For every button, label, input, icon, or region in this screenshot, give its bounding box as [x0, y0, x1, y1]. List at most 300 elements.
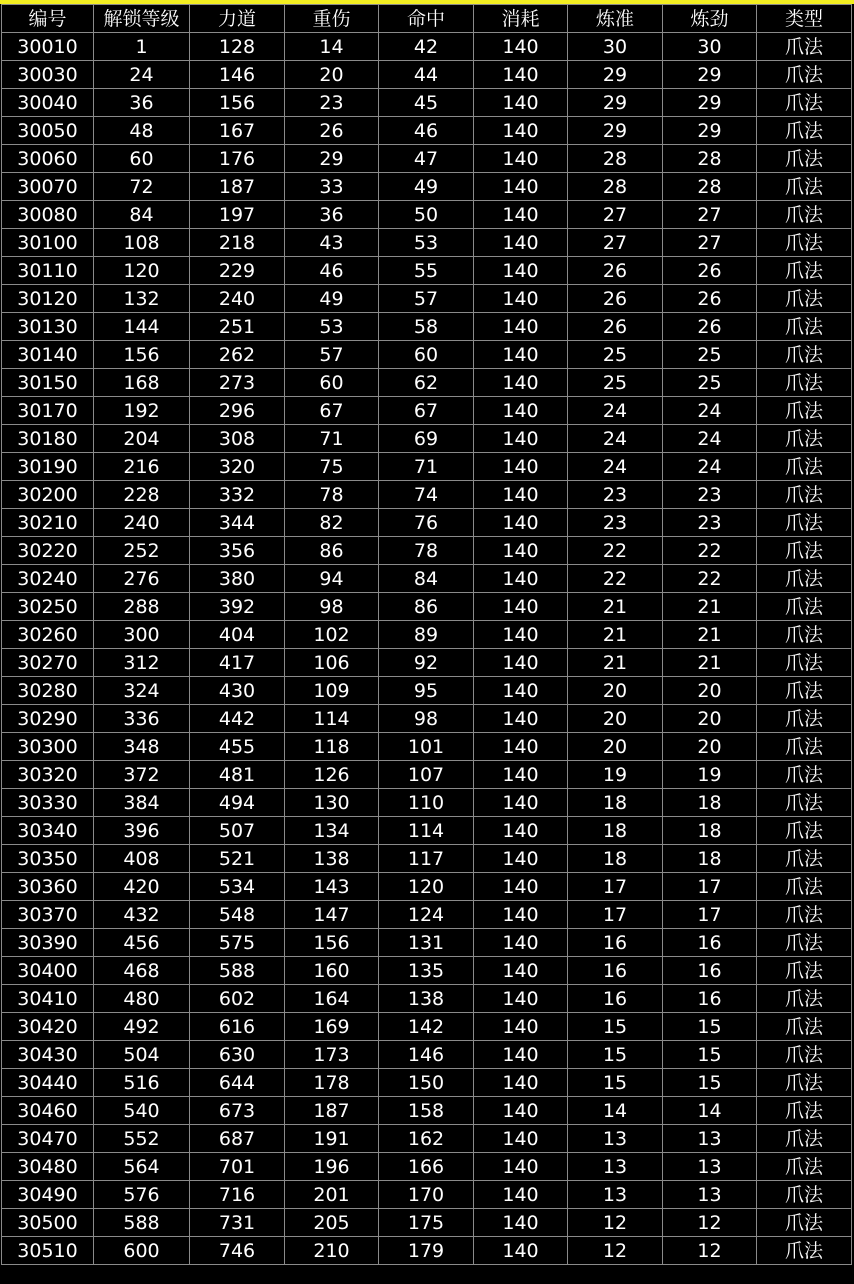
cell-type: 爪法	[757, 705, 852, 733]
cell-id: 30500	[2, 1209, 94, 1237]
cell-type: 爪法	[757, 173, 852, 201]
cell-refine-accuracy: 20	[568, 705, 663, 733]
cell-refine-power: 18	[663, 817, 757, 845]
cell-strength: 616	[190, 1013, 285, 1041]
cell-unlock-level: 600	[94, 1237, 190, 1265]
cell-unlock-level: 192	[94, 397, 190, 425]
cell-refine-accuracy: 24	[568, 397, 663, 425]
cell-cost: 140	[474, 173, 568, 201]
cell-critical: 14	[285, 33, 379, 61]
cell-id: 30340	[2, 817, 94, 845]
column-header-id: 编号	[2, 5, 94, 33]
cell-cost: 140	[474, 957, 568, 985]
column-header-critical: 重伤	[285, 5, 379, 33]
cell-type: 爪法	[757, 89, 852, 117]
cell-refine-accuracy: 28	[568, 173, 663, 201]
cell-hit: 47	[379, 145, 474, 173]
cell-critical: 29	[285, 145, 379, 173]
cell-hit: 53	[379, 229, 474, 257]
cell-refine-accuracy: 30	[568, 33, 663, 61]
cell-critical: 82	[285, 509, 379, 537]
table-row	[2, 229, 852, 257]
cell-hit: 175	[379, 1209, 474, 1237]
cell-hit: 135	[379, 957, 474, 985]
cell-critical: 143	[285, 873, 379, 901]
cell-id: 30240	[2, 565, 94, 593]
table-row	[2, 929, 852, 957]
cell-refine-accuracy: 19	[568, 761, 663, 789]
cell-type: 爪法	[757, 257, 852, 285]
cell-critical: 164	[285, 985, 379, 1013]
cell-cost: 140	[474, 229, 568, 257]
cell-hit: 166	[379, 1153, 474, 1181]
cell-cost: 140	[474, 565, 568, 593]
cell-refine-power: 19	[663, 761, 757, 789]
cell-cost: 140	[474, 257, 568, 285]
cell-unlock-level: 84	[94, 201, 190, 229]
cell-hit: 74	[379, 481, 474, 509]
cell-type: 爪法	[757, 761, 852, 789]
cell-refine-accuracy: 18	[568, 845, 663, 873]
table-row	[2, 565, 852, 593]
cell-critical: 60	[285, 369, 379, 397]
table-row	[2, 117, 852, 145]
cell-refine-power: 29	[663, 61, 757, 89]
cell-type: 爪法	[757, 285, 852, 313]
cell-unlock-level: 480	[94, 985, 190, 1013]
cell-cost: 140	[474, 89, 568, 117]
cell-refine-accuracy: 24	[568, 425, 663, 453]
cell-hit: 120	[379, 873, 474, 901]
cell-critical: 78	[285, 481, 379, 509]
cell-critical: 98	[285, 593, 379, 621]
cell-critical: 130	[285, 789, 379, 817]
cell-id: 30490	[2, 1181, 94, 1209]
cell-refine-accuracy: 13	[568, 1153, 663, 1181]
table-row	[2, 1125, 852, 1153]
table-header	[2, 5, 852, 33]
cell-hit: 179	[379, 1237, 474, 1265]
column-header-hit: 命中	[379, 5, 474, 33]
cell-cost: 140	[474, 985, 568, 1013]
cell-cost: 140	[474, 481, 568, 509]
cell-strength: 218	[190, 229, 285, 257]
cell-type: 爪法	[757, 1153, 852, 1181]
cell-id: 30420	[2, 1013, 94, 1041]
cell-critical: 109	[285, 677, 379, 705]
cell-hit: 131	[379, 929, 474, 957]
cell-hit: 76	[379, 509, 474, 537]
cell-id: 30050	[2, 117, 94, 145]
cell-hit: 49	[379, 173, 474, 201]
cell-refine-accuracy: 17	[568, 873, 663, 901]
cell-refine-power: 20	[663, 733, 757, 761]
table-row	[2, 985, 852, 1013]
cell-critical: 20	[285, 61, 379, 89]
cell-strength: 308	[190, 425, 285, 453]
cell-unlock-level: 408	[94, 845, 190, 873]
cell-refine-power: 13	[663, 1153, 757, 1181]
cell-cost: 140	[474, 1125, 568, 1153]
table-row	[2, 285, 852, 313]
cell-cost: 140	[474, 1013, 568, 1041]
cell-id: 30130	[2, 313, 94, 341]
cell-unlock-level: 216	[94, 453, 190, 481]
cell-cost: 140	[474, 929, 568, 957]
cell-hit: 84	[379, 565, 474, 593]
cell-id: 30080	[2, 201, 94, 229]
cell-type: 爪法	[757, 425, 852, 453]
cell-refine-power: 29	[663, 89, 757, 117]
cell-refine-power: 12	[663, 1209, 757, 1237]
cell-critical: 160	[285, 957, 379, 985]
cell-type: 爪法	[757, 1069, 852, 1097]
cell-unlock-level: 168	[94, 369, 190, 397]
cell-hit: 110	[379, 789, 474, 817]
cell-strength: 240	[190, 285, 285, 313]
cell-refine-accuracy: 21	[568, 649, 663, 677]
cell-critical: 33	[285, 173, 379, 201]
cell-unlock-level: 228	[94, 481, 190, 509]
cell-refine-accuracy: 22	[568, 537, 663, 565]
cell-type: 爪法	[757, 1181, 852, 1209]
cell-hit: 86	[379, 593, 474, 621]
cell-hit: 67	[379, 397, 474, 425]
cell-type: 爪法	[757, 873, 852, 901]
cell-critical: 43	[285, 229, 379, 257]
cell-hit: 95	[379, 677, 474, 705]
cell-cost: 140	[474, 453, 568, 481]
cell-unlock-level: 72	[94, 173, 190, 201]
cell-critical: 169	[285, 1013, 379, 1041]
cell-refine-accuracy: 25	[568, 369, 663, 397]
cell-unlock-level: 372	[94, 761, 190, 789]
table-row	[2, 1013, 852, 1041]
cell-refine-accuracy: 12	[568, 1209, 663, 1237]
cell-type: 爪法	[757, 621, 852, 649]
cell-strength: 392	[190, 593, 285, 621]
cell-hit: 150	[379, 1069, 474, 1097]
cell-id: 30330	[2, 789, 94, 817]
cell-id: 30100	[2, 229, 94, 257]
cell-id: 30460	[2, 1097, 94, 1125]
cell-id: 30140	[2, 341, 94, 369]
cell-cost: 140	[474, 901, 568, 929]
table-row	[2, 677, 852, 705]
cell-type: 爪法	[757, 593, 852, 621]
cell-strength: 128	[190, 33, 285, 61]
cell-critical: 138	[285, 845, 379, 873]
cell-hit: 57	[379, 285, 474, 313]
cell-id: 30470	[2, 1125, 94, 1153]
cell-refine-accuracy: 27	[568, 201, 663, 229]
cell-cost: 140	[474, 1237, 568, 1265]
cell-refine-accuracy: 16	[568, 929, 663, 957]
cell-cost: 140	[474, 761, 568, 789]
cell-hit: 60	[379, 341, 474, 369]
cell-type: 爪法	[757, 1209, 852, 1237]
cell-type: 爪法	[757, 369, 852, 397]
cell-refine-accuracy: 28	[568, 145, 663, 173]
cell-refine-power: 13	[663, 1125, 757, 1153]
header-row	[2, 5, 852, 33]
cell-critical: 210	[285, 1237, 379, 1265]
cell-type: 爪法	[757, 957, 852, 985]
column-header-refine-power: 炼劲	[663, 5, 757, 33]
table-row	[2, 817, 852, 845]
cell-id: 30280	[2, 677, 94, 705]
cell-refine-accuracy: 15	[568, 1041, 663, 1069]
cell-hit: 138	[379, 985, 474, 1013]
cell-id: 30220	[2, 537, 94, 565]
cell-id: 30120	[2, 285, 94, 313]
cell-hit: 46	[379, 117, 474, 145]
cell-refine-accuracy: 15	[568, 1013, 663, 1041]
cell-type: 爪法	[757, 649, 852, 677]
cell-unlock-level: 456	[94, 929, 190, 957]
cell-hit: 58	[379, 313, 474, 341]
cell-cost: 140	[474, 201, 568, 229]
table-row	[2, 957, 852, 985]
cell-refine-power: 23	[663, 509, 757, 537]
title-bar-strip	[0, 0, 854, 4]
cell-refine-power: 15	[663, 1013, 757, 1041]
cell-critical: 178	[285, 1069, 379, 1097]
cell-unlock-level: 144	[94, 313, 190, 341]
cell-type: 爪法	[757, 1125, 852, 1153]
column-header-unlock-level: 解锁等级	[94, 5, 190, 33]
cell-refine-power: 21	[663, 649, 757, 677]
cell-critical: 173	[285, 1041, 379, 1069]
table-row	[2, 649, 852, 677]
cell-id: 30360	[2, 873, 94, 901]
cell-refine-power: 12	[663, 1237, 757, 1265]
cell-refine-accuracy: 29	[568, 89, 663, 117]
cell-critical: 36	[285, 201, 379, 229]
cell-unlock-level: 576	[94, 1181, 190, 1209]
cell-cost: 140	[474, 677, 568, 705]
column-header-strength: 力道	[190, 5, 285, 33]
table-row	[2, 1097, 852, 1125]
cell-unlock-level: 540	[94, 1097, 190, 1125]
cell-refine-power: 24	[663, 397, 757, 425]
cell-id: 30150	[2, 369, 94, 397]
cell-critical: 201	[285, 1181, 379, 1209]
table-row	[2, 425, 852, 453]
cell-unlock-level: 132	[94, 285, 190, 313]
cell-strength: 156	[190, 89, 285, 117]
cell-refine-accuracy: 25	[568, 341, 663, 369]
table-row	[2, 621, 852, 649]
cell-type: 爪法	[757, 145, 852, 173]
cell-id: 30480	[2, 1153, 94, 1181]
cell-cost: 140	[474, 733, 568, 761]
cell-hit: 92	[379, 649, 474, 677]
cell-id: 30400	[2, 957, 94, 985]
table-row	[2, 845, 852, 873]
cell-strength: 442	[190, 705, 285, 733]
cell-cost: 140	[474, 789, 568, 817]
cell-unlock-level: 156	[94, 341, 190, 369]
cell-strength: 344	[190, 509, 285, 537]
table-row	[2, 593, 852, 621]
cell-hit: 170	[379, 1181, 474, 1209]
cell-hit: 69	[379, 425, 474, 453]
table-row	[2, 201, 852, 229]
cell-type: 爪法	[757, 509, 852, 537]
cell-hit: 107	[379, 761, 474, 789]
cell-critical: 49	[285, 285, 379, 313]
table-row	[2, 1069, 852, 1097]
table-row	[2, 1209, 852, 1237]
cell-id: 30030	[2, 61, 94, 89]
cell-id: 30070	[2, 173, 94, 201]
cell-critical: 86	[285, 537, 379, 565]
cell-hit: 42	[379, 33, 474, 61]
cell-unlock-level: 324	[94, 677, 190, 705]
table-row	[2, 1153, 852, 1181]
cell-strength: 481	[190, 761, 285, 789]
cell-type: 爪法	[757, 1013, 852, 1041]
cell-id: 30210	[2, 509, 94, 537]
cell-hit: 101	[379, 733, 474, 761]
cell-refine-accuracy: 23	[568, 481, 663, 509]
cell-strength: 701	[190, 1153, 285, 1181]
cell-hit: 45	[379, 89, 474, 117]
cell-hit: 62	[379, 369, 474, 397]
cell-refine-power: 15	[663, 1041, 757, 1069]
table-row	[2, 145, 852, 173]
cell-unlock-level: 252	[94, 537, 190, 565]
cell-id: 30110	[2, 257, 94, 285]
cell-refine-power: 21	[663, 593, 757, 621]
cell-refine-accuracy: 12	[568, 1237, 663, 1265]
cell-unlock-level: 420	[94, 873, 190, 901]
column-header-type: 类型	[757, 5, 852, 33]
cell-type: 爪法	[757, 201, 852, 229]
cell-refine-accuracy: 20	[568, 733, 663, 761]
table-row	[2, 173, 852, 201]
cell-hit: 124	[379, 901, 474, 929]
cell-strength: 494	[190, 789, 285, 817]
cell-id: 30390	[2, 929, 94, 957]
cell-critical: 94	[285, 565, 379, 593]
cell-type: 爪法	[757, 845, 852, 873]
cell-unlock-level: 588	[94, 1209, 190, 1237]
cell-refine-power: 25	[663, 341, 757, 369]
cell-unlock-level: 312	[94, 649, 190, 677]
cell-type: 爪法	[757, 33, 852, 61]
cell-cost: 140	[474, 369, 568, 397]
table-row	[2, 397, 852, 425]
cell-hit: 78	[379, 537, 474, 565]
cell-cost: 140	[474, 593, 568, 621]
cell-type: 爪法	[757, 733, 852, 761]
cell-strength: 332	[190, 481, 285, 509]
cell-unlock-level: 432	[94, 901, 190, 929]
cell-id: 30320	[2, 761, 94, 789]
cell-cost: 140	[474, 1097, 568, 1125]
cell-strength: 731	[190, 1209, 285, 1237]
table-row	[2, 453, 852, 481]
skill-stats-table	[1, 4, 852, 1265]
cell-type: 爪法	[757, 341, 852, 369]
cell-refine-accuracy: 21	[568, 593, 663, 621]
cell-refine-power: 24	[663, 453, 757, 481]
cell-refine-accuracy: 22	[568, 565, 663, 593]
cell-refine-power: 18	[663, 789, 757, 817]
table-row	[2, 733, 852, 761]
cell-refine-power: 15	[663, 1069, 757, 1097]
cell-cost: 140	[474, 1209, 568, 1237]
cell-strength: 588	[190, 957, 285, 985]
table-row	[2, 873, 852, 901]
cell-cost: 140	[474, 1069, 568, 1097]
cell-refine-accuracy: 26	[568, 313, 663, 341]
cell-unlock-level: 504	[94, 1041, 190, 1069]
cell-refine-accuracy: 16	[568, 985, 663, 1013]
cell-critical: 126	[285, 761, 379, 789]
cell-refine-power: 16	[663, 985, 757, 1013]
table-row	[2, 761, 852, 789]
column-header-refine-accuracy: 炼准	[568, 5, 663, 33]
table-row	[2, 509, 852, 537]
cell-refine-power: 22	[663, 537, 757, 565]
cell-strength: 167	[190, 117, 285, 145]
cell-unlock-level: 396	[94, 817, 190, 845]
cell-type: 爪法	[757, 817, 852, 845]
cell-critical: 71	[285, 425, 379, 453]
cell-refine-accuracy: 15	[568, 1069, 663, 1097]
cell-cost: 140	[474, 285, 568, 313]
cell-refine-power: 18	[663, 845, 757, 873]
cell-refine-power: 22	[663, 565, 757, 593]
cell-critical: 102	[285, 621, 379, 649]
cell-type: 爪法	[757, 789, 852, 817]
cell-cost: 140	[474, 145, 568, 173]
cell-hit: 55	[379, 257, 474, 285]
cell-critical: 187	[285, 1097, 379, 1125]
cell-strength: 320	[190, 453, 285, 481]
cell-id: 30250	[2, 593, 94, 621]
column-header-cost: 消耗	[474, 5, 568, 33]
cell-refine-power: 23	[663, 481, 757, 509]
cell-critical: 114	[285, 705, 379, 733]
cell-refine-accuracy: 24	[568, 453, 663, 481]
cell-hit: 89	[379, 621, 474, 649]
cell-hit: 98	[379, 705, 474, 733]
cell-critical: 75	[285, 453, 379, 481]
cell-strength: 644	[190, 1069, 285, 1097]
cell-unlock-level: 468	[94, 957, 190, 985]
cell-type: 爪法	[757, 117, 852, 145]
cell-hit: 142	[379, 1013, 474, 1041]
cell-strength: 262	[190, 341, 285, 369]
table-row	[2, 89, 852, 117]
cell-refine-accuracy: 27	[568, 229, 663, 257]
cell-id: 30260	[2, 621, 94, 649]
cell-cost: 140	[474, 397, 568, 425]
cell-unlock-level: 204	[94, 425, 190, 453]
cell-strength: 187	[190, 173, 285, 201]
cell-strength: 548	[190, 901, 285, 929]
table-row	[2, 313, 852, 341]
table-row	[2, 1237, 852, 1265]
table-row	[2, 901, 852, 929]
cell-hit: 71	[379, 453, 474, 481]
table-row	[2, 1041, 852, 1069]
cell-strength: 296	[190, 397, 285, 425]
